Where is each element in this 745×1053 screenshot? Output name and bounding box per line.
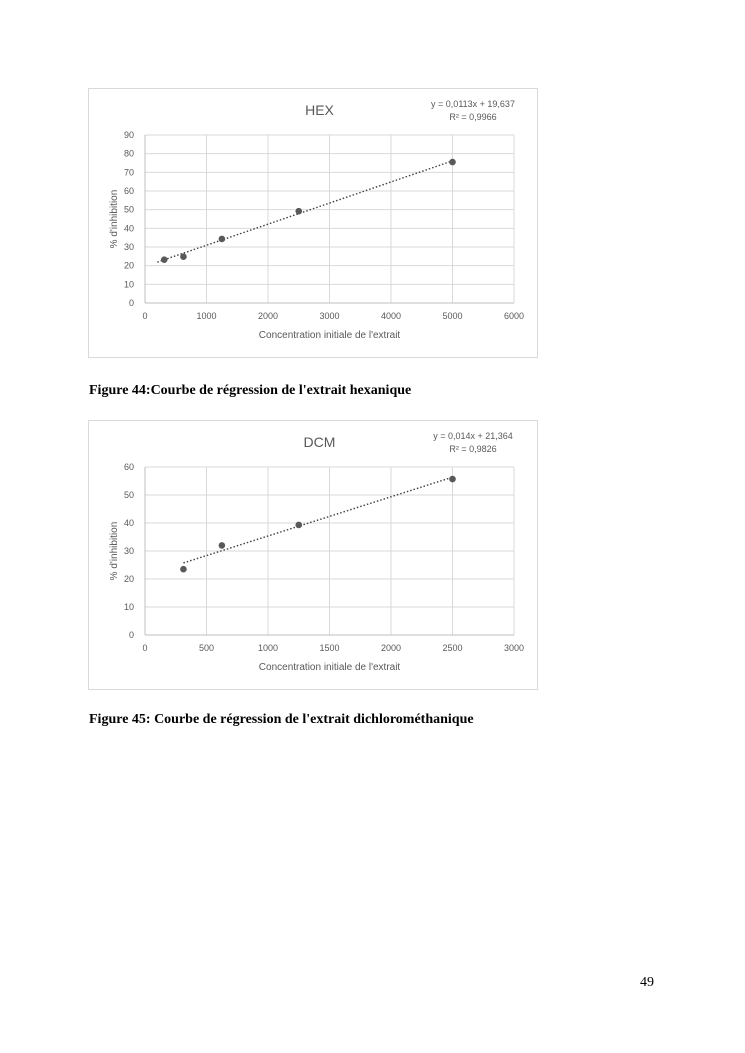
chart2-xtick-label: 1500 — [319, 643, 340, 653]
chart1-ytick-label: 90 — [123, 130, 134, 140]
chart1-trend-r2: R² = 0,9966 — [449, 112, 497, 122]
chart1-xtick-label: 3000 — [319, 311, 340, 321]
chart2-xtick-label: 3000 — [503, 643, 525, 653]
chart2-xtick-label: 2000 — [380, 643, 402, 653]
chart1-ytick-label: 40 — [123, 223, 134, 234]
dcm-chart — [88, 420, 538, 690]
chart1-title: HEX — [305, 102, 334, 118]
chart1-data-point — [295, 208, 302, 215]
chart2-data-point — [295, 522, 302, 529]
chart1-ytick-label: 60 — [123, 186, 134, 196]
chart1-ytick-label: 70 — [123, 167, 134, 178]
chart1-xtick-label: 5000 — [442, 311, 463, 321]
chart2-trend-equation: y = 0,014x + 21,364 — [433, 431, 513, 441]
chart2-title: DCM — [303, 434, 336, 450]
chart1-x-axis-label: Concentration initiale de l'extrait — [258, 330, 401, 341]
chart2-xtick-label: 500 — [198, 643, 215, 653]
chart2-xtick-label: 2500 — [442, 643, 463, 653]
chart2-ytick-label: 60 — [123, 462, 134, 472]
chart1-ytick-label: 10 — [123, 279, 134, 290]
chart2-ytick-label: 30 — [123, 546, 134, 556]
chart2-data-point — [449, 476, 456, 483]
chart1-xtick-label: 0 — [142, 311, 148, 321]
chart1-xtick-label: 1000 — [196, 311, 217, 321]
chart1-ytick-label: 20 — [123, 260, 134, 271]
chart1-ytick-label: 30 — [123, 242, 134, 252]
chart2-data-point — [180, 566, 187, 573]
chart2-ytick-label: 0 — [128, 630, 134, 640]
chart1-data-point — [180, 253, 187, 260]
chart2-xtick-label: 1000 — [257, 643, 279, 653]
chart2-ytick-label: 10 — [123, 602, 134, 612]
figure-44-caption: Figure 44:Courbe de régression de l'extrait hexanique — [89, 383, 412, 398]
hex-chart — [88, 88, 538, 358]
chart1-ytick-label: 50 — [123, 204, 134, 215]
chart1-xtick-label: 4000 — [380, 311, 402, 321]
chart2-ytick-label: 20 — [123, 574, 134, 584]
chart2-xtick-label: 0 — [142, 643, 148, 653]
chart1-ytick-label: 0 — [128, 298, 134, 308]
figure-45-caption: Figure 45: Courbe de régression de l'extrait dichlorométhanique — [89, 712, 474, 727]
hex-chart-svg — [89, 89, 539, 359]
dcm-chart-svg — [89, 421, 539, 691]
chart1-trend-equation: y = 0,0113x + 19,637 — [431, 99, 515, 109]
chart1-xtick-label: 2000 — [257, 311, 279, 321]
chart2-y-axis-label: % d'inhibition — [109, 521, 120, 581]
page-number: 49 — [640, 975, 654, 990]
chart1-data-point — [161, 256, 168, 263]
chart2-trendline — [183, 477, 452, 563]
chart1-ytick-label: 80 — [123, 148, 134, 159]
chart2-data-point — [219, 542, 226, 549]
chart1-xtick-label: 6000 — [503, 311, 525, 321]
chart2-ytick-label: 50 — [123, 490, 134, 500]
chart1-data-point — [219, 236, 226, 243]
chart1-y-axis-label: % d'inhibition — [109, 189, 120, 249]
chart2-x-axis-label: Concentration initiale de l'extrait — [258, 662, 401, 673]
chart2-ytick-label: 40 — [123, 518, 134, 528]
chart1-data-point — [449, 159, 456, 166]
chart2-trend-r2: R² = 0,9826 — [449, 444, 497, 454]
